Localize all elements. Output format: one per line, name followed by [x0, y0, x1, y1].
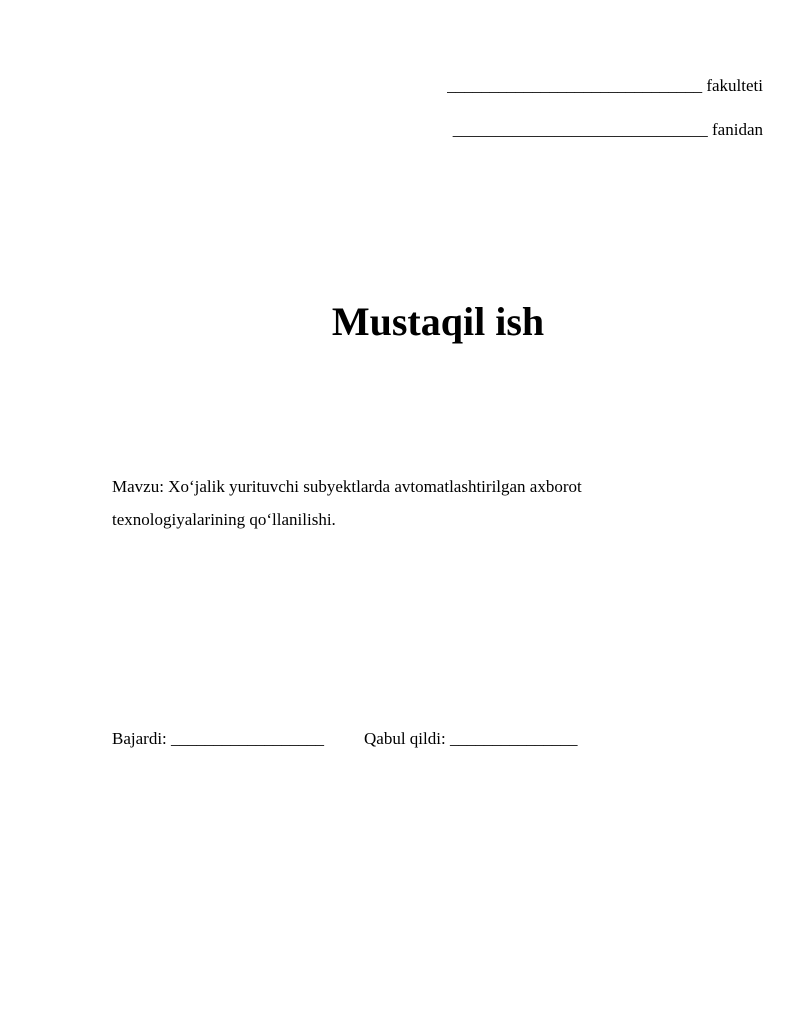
subject-line [453, 120, 763, 140]
faculty-line [447, 76, 763, 96]
accepted-by-blank: _______________ [449, 729, 578, 748]
signature-row [112, 728, 577, 750]
done-by-label: Bajardi: [112, 729, 167, 748]
topic-line-1: Mavzu: Xo‘jalik yurituvchi subyektlarda avtomatlashtirilgan axborot [112, 477, 582, 496]
document-title: Mustaqil ish [331, 299, 545, 344]
topic-line-2: texnologiyalarining qo‘llanilishi. [112, 510, 336, 529]
faculty-blank: ______________________________ [447, 76, 703, 95]
subject-blank: ______________________________ [452, 120, 708, 139]
faculty-label: fakulteti [706, 76, 763, 95]
topic-paragraph [112, 470, 672, 536]
subject-label: fanidan [712, 120, 763, 139]
accepted-by-label: Qabul qildi: [364, 729, 446, 748]
done-by-blank: __________________ [171, 729, 325, 748]
